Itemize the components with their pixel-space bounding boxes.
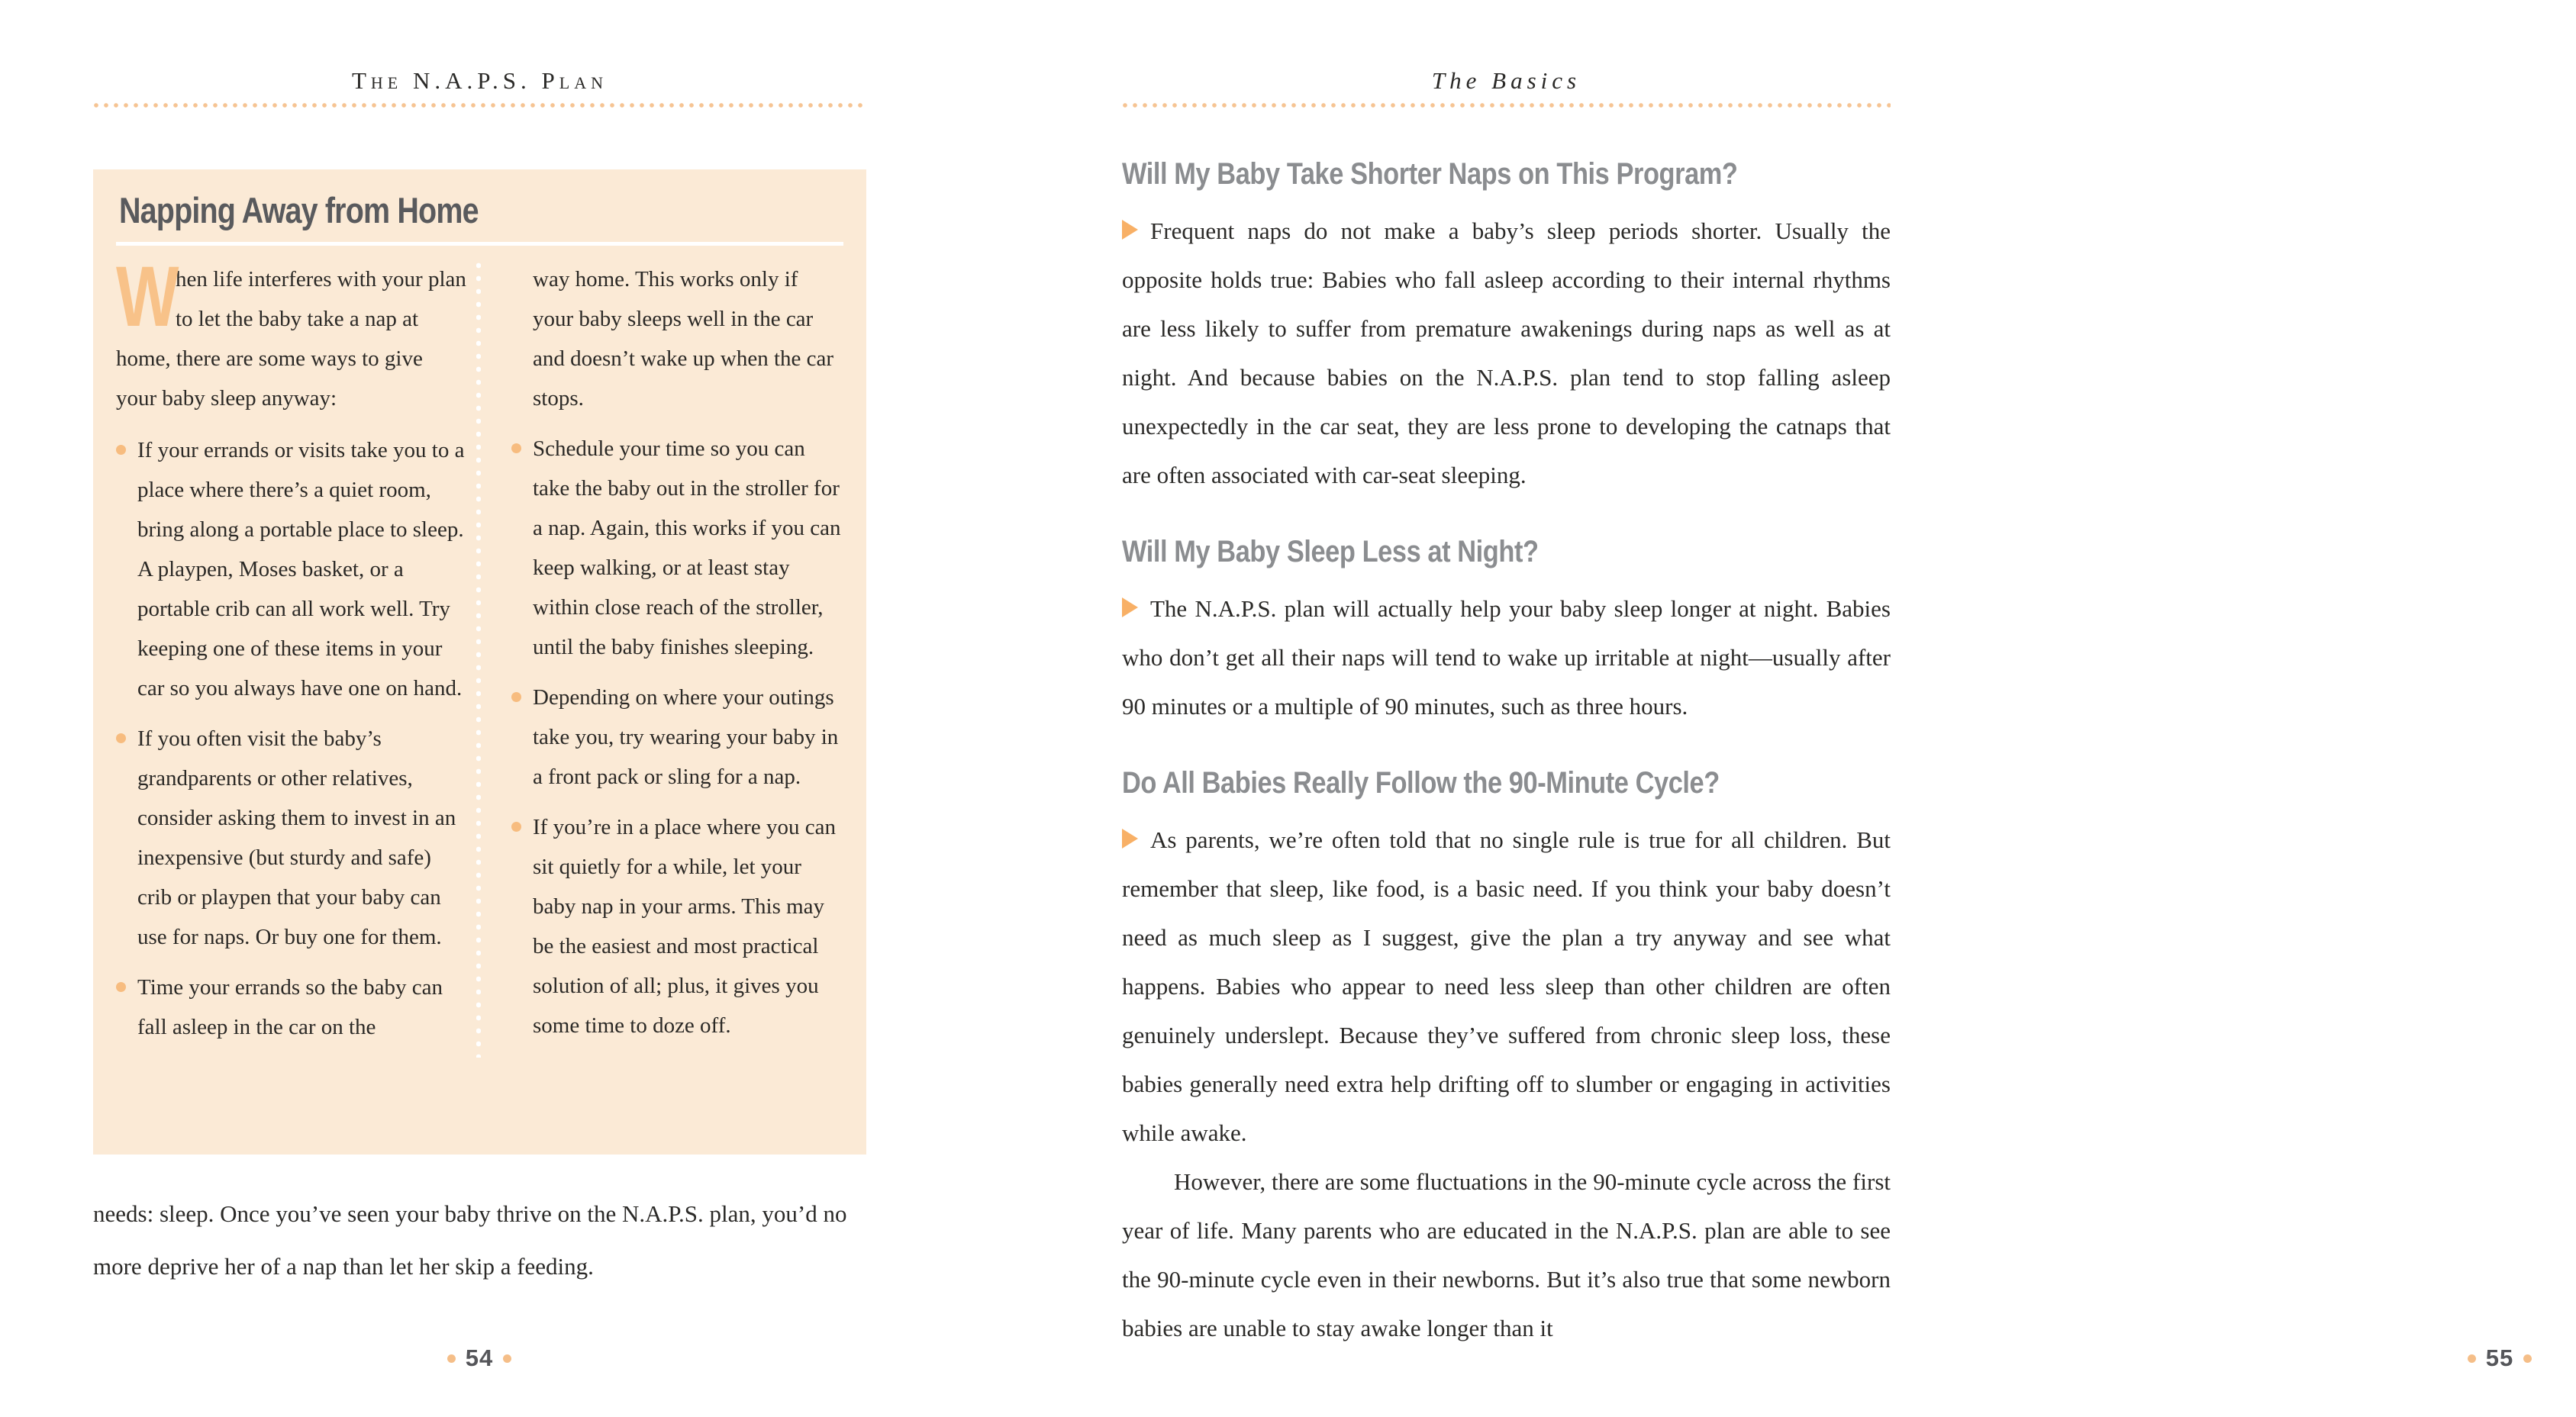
triangle-marker-icon: [1122, 220, 1138, 240]
dropcap-letter: W: [116, 249, 179, 344]
triangle-marker-icon: [1122, 597, 1138, 617]
section-heading: [1122, 157, 1891, 192]
tip-text: If you often visit the baby’s grandparents or other relatives, consider asking them to invest in an inexpensive (but sturdy and safe) crib or playpen that your baby can use for naps. Or buy one for them.: [137, 726, 456, 949]
bullet-dot-icon: [116, 982, 126, 992]
box-column-1: [116, 249, 467, 1058]
dotted-rule-right: [1122, 102, 1891, 108]
tip-text: Schedule your time so you can take the baby out in the stroller for a nap. Again, this works if you can keep walking, or at least stay within close reach of the stroller, until the baby finishes sleeping.: [533, 436, 841, 659]
list-item: [116, 968, 467, 1047]
section-paragraph: [1122, 816, 1891, 1158]
dotted-column-divider: [476, 259, 481, 1058]
page-55: [992, 0, 2514, 1417]
tip-text: If you’re in a place where you can sit quietly for a while, let your baby nap in your arms. This may be the easiest and most practical solution of all; plus, it gives you some time to doze off.: [533, 815, 836, 1038]
page-54: [0, 0, 992, 1417]
list-item: [116, 719, 467, 957]
tips-list-1: [116, 430, 467, 1047]
tips-list-2: [511, 429, 843, 1045]
qa-content: [1122, 157, 1891, 1353]
folio-dot-icon: [2468, 1354, 2476, 1363]
running-header-left: The N.A.P.S. Plan: [351, 67, 608, 94]
section-heading: [1122, 535, 1891, 569]
folio-dot-icon: [503, 1354, 511, 1363]
bullet-dot-icon: [116, 445, 126, 455]
box-intro: [116, 249, 467, 418]
section-heading-text: Will My Baby Take Shorter Naps on This Program?: [1122, 157, 1738, 191]
bullet-dot-icon: [511, 822, 521, 832]
section-paragraph: [1122, 207, 1891, 500]
box-column-2: [511, 259, 843, 1058]
body-paragraph: needs: sleep. Once you’ve seen your baby thrive on the N.A.P.S. plan, you’d no more deprive her of a nap than let her skip a feeding.: [93, 1200, 847, 1280]
bullet-dot-icon: [511, 443, 521, 453]
bullet-dot-icon: [511, 692, 521, 702]
box-title: [119, 189, 843, 231]
folio-number: 55: [2485, 1345, 2514, 1371]
box-title-rule: [116, 242, 843, 246]
page-number-55: [2423, 1345, 2576, 1372]
running-header-right: The Basics: [1431, 67, 1581, 94]
section-paragraph-text: The N.A.P.S. plan will actually help your baby sleep longer at night. Babies who don’t get all their naps will tend to wake up irritable at night—usually after 90 minutes or a multiple of 90 minutes, such as three hours.: [1122, 595, 1891, 720]
list-item: [511, 429, 843, 667]
folio-number: 54: [465, 1345, 494, 1371]
folio-dot-icon: [2523, 1354, 2532, 1363]
dotted-rule-left: [93, 102, 866, 108]
section-paragraph-text: Frequent naps do not make a baby’s sleep periods shorter. Usually the opposite holds true: Babies who fall asleep according to their internal rhythms are less likely to suffer from premature awakenings during naps as well as at night. And because babies on the N.A.P.S. plan tend to stop falling asleep unexpectedly in the car seat, they are less prone to developing the catnaps that are often associated with car-seat sleeping.: [1122, 217, 1891, 488]
section-heading-text: Will My Baby Sleep Less at Night?: [1122, 535, 1539, 568]
folio-dot-icon: [447, 1354, 456, 1363]
tip-text: Time your errands so the baby can fall asleep in the car on the: [137, 975, 443, 1039]
page-number-54: [403, 1345, 556, 1372]
tip-continuation: way home. This works only if your baby sleeps well in the car and doesn’t wake up when the car stops.: [533, 267, 834, 411]
box-title-text: Napping Away from Home: [119, 190, 479, 230]
triangle-marker-icon: [1122, 829, 1138, 849]
list-item: [511, 678, 843, 797]
bullet-dot-icon: [116, 733, 126, 743]
box-columns: [116, 249, 843, 1058]
napping-away-box: [93, 169, 866, 1155]
list-item: [511, 807, 843, 1045]
section-paragraph: However, there are some fluctuations in the 90-minute cycle across the first year of life. Many parents who are educated in the N.A.P.S. plan are able to see the 90-minute cycle even in their newborns. But it’s also true that some newborn babies are unable to stay awake longer than it: [1122, 1168, 1891, 1341]
box-intro-text: hen life interferes with your plan to let the baby take a nap at home, there are some ways to give your baby sleep anyway:: [116, 267, 466, 411]
section-heading: [1122, 766, 1891, 800]
section-paragraph-text: As parents, we’re often told that no single rule is true for all children. But remember that sleep, like food, is a basic need. If you think your baby doesn’t need as much sleep as I suggest, give the plan a try anyway and see what happens. Babies who appear to need less sleep than other children are often genuinely underslept. Because they’ve suffered from chronic sleep loss, these babies generally need extra help drifting off to slumber or engaging in activities while awake.: [1122, 826, 1891, 1146]
section-paragraph: [1122, 585, 1891, 731]
tip-text: If your errands or visits take you to a place where there’s a quiet room, bring along a portable place to sleep. A playpen, Moses basket, or a portable crib can all work well. Try keeping one of these items in your car so you always have one on hand.: [137, 438, 465, 700]
tip-text: Depending on where your outings take you, try wearing your baby in a front pack or sling for a nap.: [533, 685, 839, 789]
list-item: [116, 430, 467, 708]
section-heading-text: Do All Babies Really Follow the 90-Minute Cycle?: [1122, 766, 1720, 800]
